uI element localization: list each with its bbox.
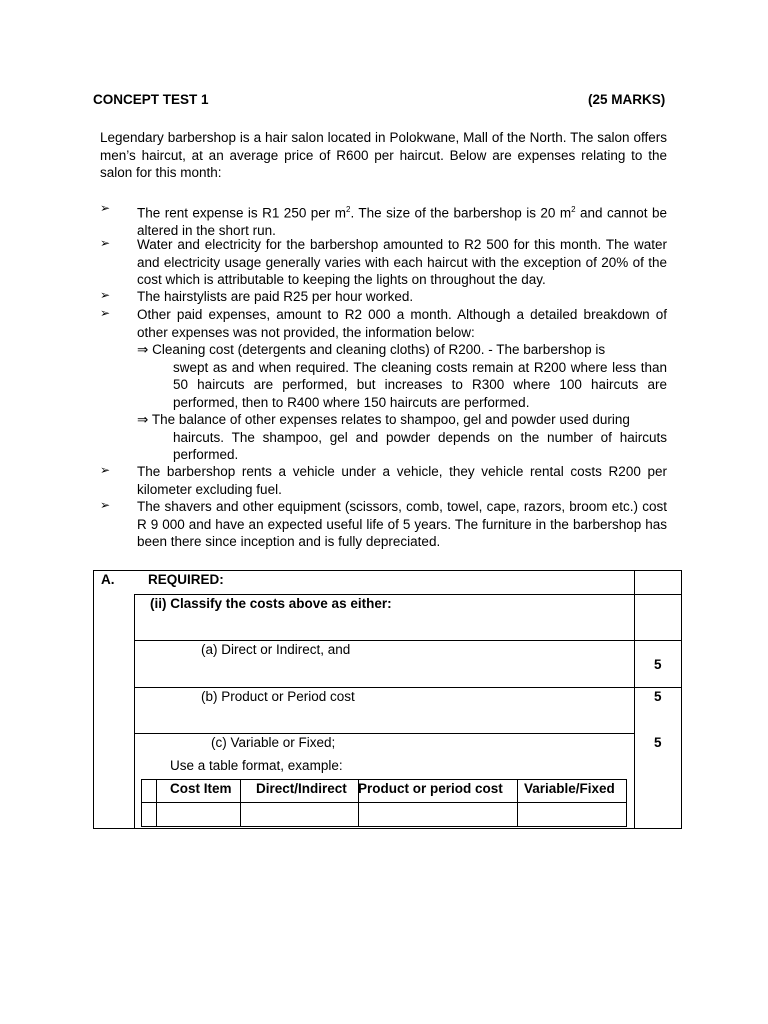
mark-c: 5 <box>654 735 662 750</box>
bullet-text: The rent expense is R1 250 per $m^2$. The size of the barbershop is 20 $m^2$ and cannot be altered in the short run. <box>137 205 667 238</box>
intro-paragraph: Legendary barbershop is a hair salon located in Polokwane, Mall of the North. The salon offers men’s haircut, at an average price of R600 per haircut. Below are expenses relating to the salon for this month: <box>100 130 667 180</box>
classify-instruction: (ii) Classify the costs above as either: <box>150 596 392 611</box>
table-border <box>93 828 682 829</box>
option-b: (b) Product or Period cost <box>201 689 355 704</box>
bullet-text: Other paid expenses, amount to R2 000 a month. Although a detailed breakdown of other expenses was not provided, the information below: <box>137 307 667 340</box>
table-border <box>141 826 627 827</box>
table-border <box>93 570 682 571</box>
required-heading: REQUIRED: <box>148 572 224 587</box>
table-border <box>681 570 682 829</box>
column-header-direct-indirect: Direct/Indirect <box>256 781 347 796</box>
mark-a: 5 <box>654 657 662 672</box>
bullet-text: Water and electricity for the barbershop amounted to R2 500 for this month. The water and electricity usage generally varies with each haircut with the exception of 20% of the cost which is attributable to keeping the lights on throughout the day. <box>137 237 667 287</box>
table-divider <box>517 779 518 827</box>
bullet-text: The shavers and other equipment (scissors, comb, towel, cape, razors, broom etc.) cost R 9 000 and have an expected useful life of 5 years. The furniture in the barbershop has been there since inception and is fully depreciated. <box>137 499 667 549</box>
bullet-arrow-icon: ➢ <box>100 236 111 250</box>
table-divider <box>134 640 682 641</box>
section-label: A. <box>101 572 115 587</box>
table-divider <box>134 594 682 595</box>
bullet-arrow-icon: ➢ <box>100 306 111 320</box>
mark-b: 5 <box>654 689 662 704</box>
page-title: CONCEPT TEST 1 <box>93 92 209 107</box>
table-border <box>93 570 94 829</box>
table-border <box>141 802 627 803</box>
option-a: (a) Direct or Indirect, and <box>201 642 351 657</box>
column-header-product-period: Product or period cost <box>358 781 503 796</box>
table-divider <box>134 733 635 734</box>
table-border <box>141 779 142 827</box>
implies-arrow-icon: ⇒ <box>137 342 149 357</box>
bullet-arrow-icon: ➢ <box>100 288 111 302</box>
implies-arrow-icon: ⇒ <box>137 412 149 427</box>
table-border <box>626 779 627 827</box>
table-border <box>141 779 627 780</box>
column-header-variable-fixed: Variable/Fixed <box>524 781 615 796</box>
example-note: Use a table format, example: <box>170 758 343 773</box>
table-divider <box>134 687 682 688</box>
table-divider <box>134 594 135 829</box>
sub-bullet-balance: ⇒ The balance of other expenses relates to shampoo, gel and powder used during haircuts. The shampoo, gel and powder depends on the number of haircuts performed. <box>137 412 667 462</box>
option-c: (c) Variable or Fixed; <box>211 735 336 750</box>
column-header-cost-item: Cost Item <box>170 781 232 796</box>
bullet-arrow-icon: ➢ <box>100 201 111 215</box>
sub-bullet-cleaning: ⇒ Cleaning cost (detergents and cleaning cloths) of R200. - The barbershop is swept as and when required. The cleaning costs remain at R200 where less than 50 haircuts are performed, but increases to R300 where 100 haircuts are performed, then to R400 where 150 haircuts are performed. <box>137 342 667 410</box>
table-divider <box>156 779 157 827</box>
bullet-arrow-icon: ➢ <box>100 463 111 477</box>
table-divider <box>634 570 635 829</box>
bullet-text: The barbershop rents a vehicle under a vehicle, they vehicle rental costs R200 per kilometer excluding fuel. <box>137 464 667 497</box>
total-marks: (25 MARKS) <box>588 92 666 107</box>
table-divider <box>240 779 241 827</box>
bullet-arrow-icon: ➢ <box>100 498 111 512</box>
bullet-text: The hairstylists are paid R25 per hour worked. <box>137 289 414 304</box>
